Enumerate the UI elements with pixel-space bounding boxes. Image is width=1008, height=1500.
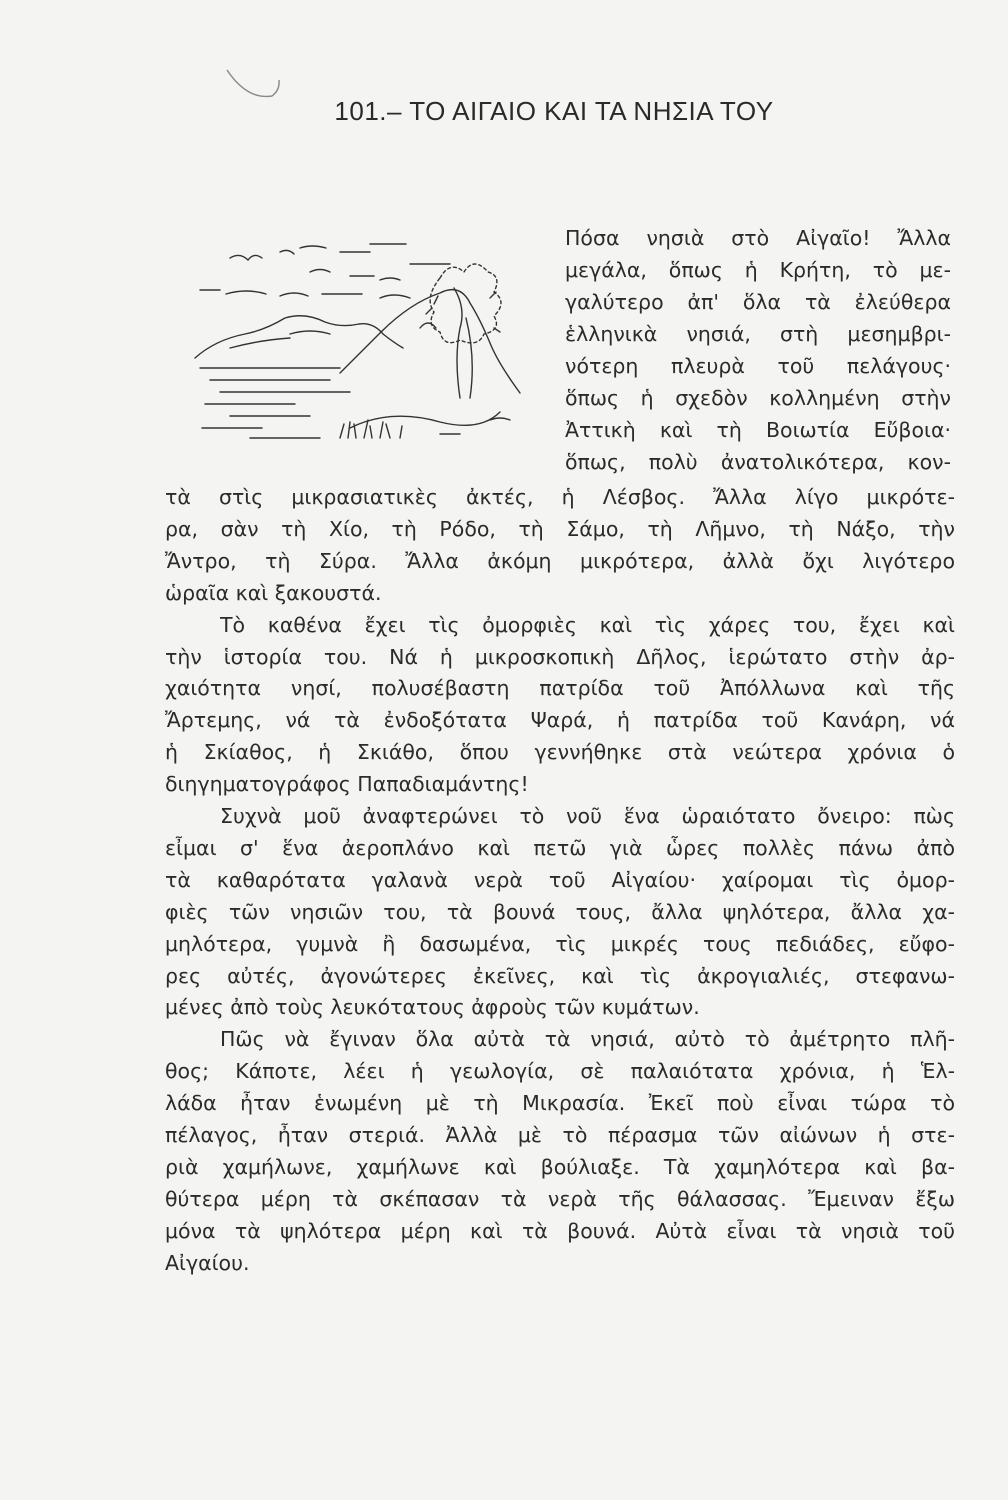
- text-line: μηλότερα, γυμνὰ ἢ δασωμένα, τὶς μικρές τους πεδιάδες, εὔφο-: [165, 931, 955, 956]
- text-line: Πόσα νησιὰ στὸ Αἰγαῖο! Ἄλλα: [565, 226, 951, 250]
- text-line: μένες ἀπὸ τοὺς λευκότατους ἀφροὺς τῶν κυμάτων.: [165, 995, 700, 1020]
- text-line: Ἄντρο, τὴ Σύρα. Ἄλλα ἀκόμη μικρότερα, ἀλλὰ ὄχι λιγότερο: [165, 548, 955, 573]
- text-line: τὰ στὶς μικρασιατικὲς ἀκτές, ἡ Λέσβος. Ἄλλα λίγο μικρότε-: [165, 485, 955, 509]
- text-line: ἡ Σκίαθος, ἡ Σκιάθο, ὅπου γεννήθηκε στὰ νεώτερα χρόνια ὁ: [165, 740, 955, 765]
- text-line: ὅπως, πολὺ ἀνατολικότερα, κον-: [565, 450, 951, 474]
- text-line: λάδα ἦταν ἑνωμένη μὲ τὴ Μικρασία. Ἐκεῖ ποὺ εἶναι τώρα τὸ: [165, 1091, 955, 1116]
- text-line: ρες αὐτές, ἀγονώτερες ἐκεῖνες, καὶ τὶς ἀκρογιαλιές, στεφανω-: [165, 963, 955, 988]
- text-line: ὡραῖα καὶ ξακουστά.: [165, 580, 382, 605]
- text-line: πέλαγος, ἦταν στεριά. Ἀλλὰ μὲ τὸ πέρασμα τῶν αἰώνων ἡ στε-: [165, 1123, 955, 1147]
- text-line: θύτερα μέρη τὰ σκέπασαν τὰ νερὰ τῆς θάλασσας. Ἔμειναν ἔξω: [165, 1186, 955, 1211]
- text-line: ὅπως ἡ σχεδὸν κολλημένη στὴν: [565, 386, 951, 410]
- text-line: τὰ καθαρότατα γαλανὰ νερὰ τοῦ Αἰγαίου· χαίρομαι τὶς ὀμορ-: [165, 867, 955, 892]
- text-line: μόνα τὰ ψηλότερα μέρη καὶ τὰ βουνά. Αὐτὰ εἶναι τὰ νησιὰ τοῦ: [165, 1218, 955, 1243]
- text-line: φιὲς τῶν νησιῶν του, τὰ βουνά τους, ἄλλα ψηλότερα, ἄλλα χα-: [165, 899, 955, 924]
- text-line: ρα, σὰν τὴ Χίο, τὴ Ρόδο, τὴ Σάμο, τὴ Λῆμνο, τὴ Νάξο, τὴν: [165, 516, 955, 541]
- text-line: χαιότητα νησί, πολυσέβαστη πατρίδα τοῦ Ἀπόλλωνα καὶ τῆς: [165, 676, 955, 701]
- text-line: Συχνὰ μοῦ ἀναφτερώνει τὸ νοῦ ἕνα ὡραιότατο ὄνειρο: πὼς: [220, 804, 955, 828]
- text-line: Ἄρτεμης, νά τὰ ἐνδοξότατα Ψαρά, ἡ πατρίδα τοῦ Κανάρη, νά: [165, 708, 955, 733]
- text-line: θος; Κάποτε, λέει ἡ γεωλογία, σὲ παλαιότατα χρόνια, ἡ Ἑλ-: [165, 1059, 955, 1084]
- text-line: ριὰ χαμήλωνε, χαμήλωνε καὶ βούλιαξε. Τὰ χαμηλότερα καὶ βα-: [165, 1154, 955, 1179]
- landscape-illustration-icon: [190, 238, 535, 458]
- text-line: ἑλληνικὰ νησιά, στὴ μεσημβρι-: [565, 322, 951, 346]
- text-line: Ἀττικὴ καὶ τὴ Βοιωτία Εὔβοια·: [565, 418, 951, 442]
- body-text: [165, 482, 955, 1322]
- text-line: τὴν ἱστορία του. Νά ἡ μικροσκοπικὴ Δῆλος, ἱερώτατο στὴν ἀρ-: [165, 644, 955, 669]
- page-title: 101.– ΤΟ ΑΙΓΑΙΟ ΚΑΙ ΤΑ ΝΗΣΙΑ ΤΟΥ: [334, 96, 774, 126]
- text-line: Αἰγαίου.: [165, 1250, 250, 1275]
- text-line: μεγάλα, ὅπως ἡ Κρήτη, τὸ με-: [565, 258, 951, 282]
- text-line: Τὸ καθένα ἔχει τὶς ὀμορφιὲς καὶ τὶς χάρες του, ἔχει καὶ: [220, 612, 955, 637]
- text-line: γαλύτερο ἀπ' ὅλα τὰ ἐλεύθερα: [565, 290, 951, 314]
- text-line: διηγηματογράφος Παπαδιαμάντης!: [165, 772, 529, 797]
- text-line: εἶμαι σ' ἕνα ἀεροπλάνο καὶ πετῶ γιὰ ὧρες πολλὲς πάνω ἀπὸ: [165, 835, 955, 860]
- text-line: Πῶς νὰ ἔγιναν ὅλα αὐτὰ τὰ νησιά, αὐτὸ τὸ ἀμέτρητο πλῆ-: [220, 1027, 955, 1052]
- text-line: νότερη πλευρὰ τοῦ πελάγους·: [565, 354, 951, 378]
